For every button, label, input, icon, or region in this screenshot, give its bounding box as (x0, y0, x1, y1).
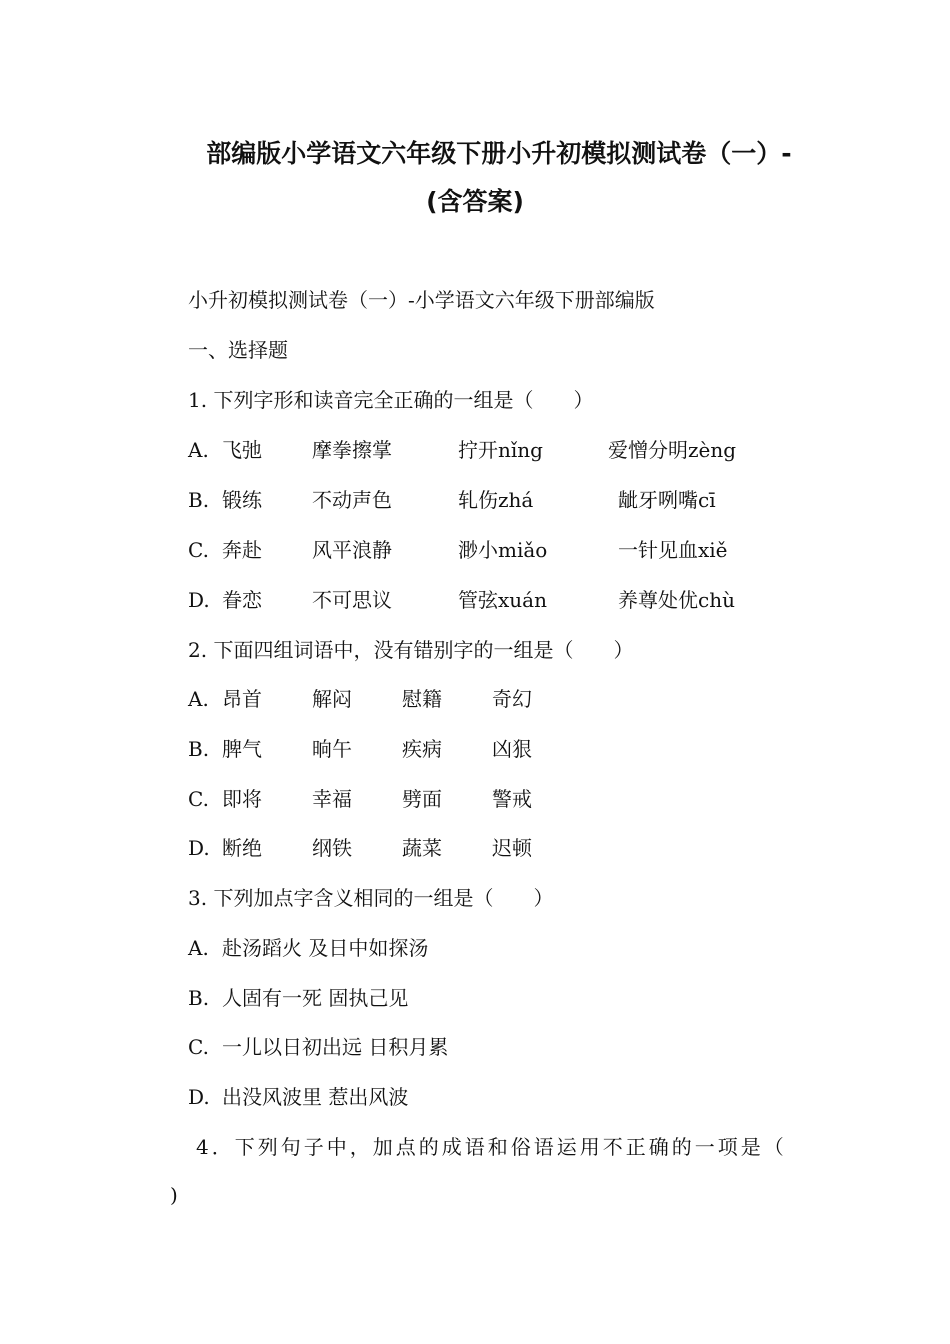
exam-subtitle: 小升初模拟测试卷（一）-小学语文六年级下册部编版 (188, 288, 655, 312)
option-word: 飞弛 (222, 438, 262, 462)
option-word: 风平浪静 (312, 538, 392, 562)
option-label: A. (188, 438, 209, 462)
option-label: D. (188, 588, 210, 612)
option-word: 不动声色 (312, 488, 392, 512)
option-word: 龇牙咧嘴cī (618, 488, 716, 512)
question-1-stem: 1. 下列字形和读音完全正确的一组是（ ） (188, 388, 594, 412)
option-word: 幸福 (312, 787, 352, 811)
option-word: 拧开nǐng (458, 438, 543, 462)
question-4-stem: 4．下列句子中，加点的成语和俗语运用不正确的一项是（ (196, 1135, 787, 1159)
option-word: 奔赴 (222, 538, 262, 562)
option-word: 劈面 (402, 787, 442, 811)
option-word: 摩拳擦掌 (312, 438, 392, 462)
section-heading: 一、选择题 (188, 338, 288, 362)
option-label: A. (188, 936, 209, 960)
option-word: 纲铁 (312, 836, 352, 860)
option-word: 蔬菜 (402, 836, 442, 860)
question-3-stem: 3. 下列加点字含义相同的一组是（ ） (188, 886, 554, 910)
option-word: 即将 (222, 787, 262, 811)
option-label: B. (188, 737, 210, 761)
option-word: 昂首 (222, 687, 262, 711)
document-title-line-2: (含答案) (426, 187, 524, 216)
option-word: 轧伤zhá (458, 488, 534, 512)
option-label: A. (188, 687, 209, 711)
option-label: C. (188, 1035, 209, 1059)
option-word: 慰籍 (402, 687, 442, 711)
option-word: 凶狠 (492, 737, 532, 761)
option-word: 解闷 (312, 687, 352, 711)
option-text: 人固有一死 固执己见 (222, 986, 409, 1010)
option-word: 管弦xuán (458, 588, 547, 612)
option-word: 疾病 (402, 737, 442, 761)
option-word: 脾气 (222, 737, 262, 761)
option-label: C. (188, 787, 209, 811)
option-word: 警戒 (492, 787, 532, 811)
option-text: 一儿以日初出远 日积月累 (222, 1035, 449, 1059)
option-label: D. (188, 1085, 210, 1109)
option-word: 渺小miǎo (458, 538, 548, 562)
option-text: 赴汤蹈火 及日中如探汤 (222, 936, 429, 960)
option-label: B. (188, 986, 210, 1010)
document-title-line-1: 部编版小学语文六年级下册小升初模拟测试卷（一）- (206, 139, 792, 168)
option-label: D. (188, 836, 210, 860)
option-text: 出没风波里 惹出风波 (222, 1085, 409, 1109)
option-word: 一针见血xiě (618, 538, 728, 562)
option-word: 锻练 (222, 488, 262, 512)
option-label: C. (188, 538, 209, 562)
option-label: B. (188, 488, 210, 512)
option-word: 奇幻 (492, 687, 532, 711)
option-word: 爱憎分明zèng (608, 438, 737, 462)
question-4-stem-end: ) (170, 1183, 178, 1207)
option-word: 晌午 (312, 737, 352, 761)
option-word: 不可思议 (312, 588, 392, 612)
option-word: 养尊处优chù (618, 588, 735, 612)
option-word: 眷恋 (222, 588, 262, 612)
option-word: 断绝 (222, 836, 262, 860)
option-word: 迟顿 (492, 836, 532, 860)
question-2-stem: 2. 下面四组词语中，没有错别字的一组是（ ） (188, 638, 634, 662)
